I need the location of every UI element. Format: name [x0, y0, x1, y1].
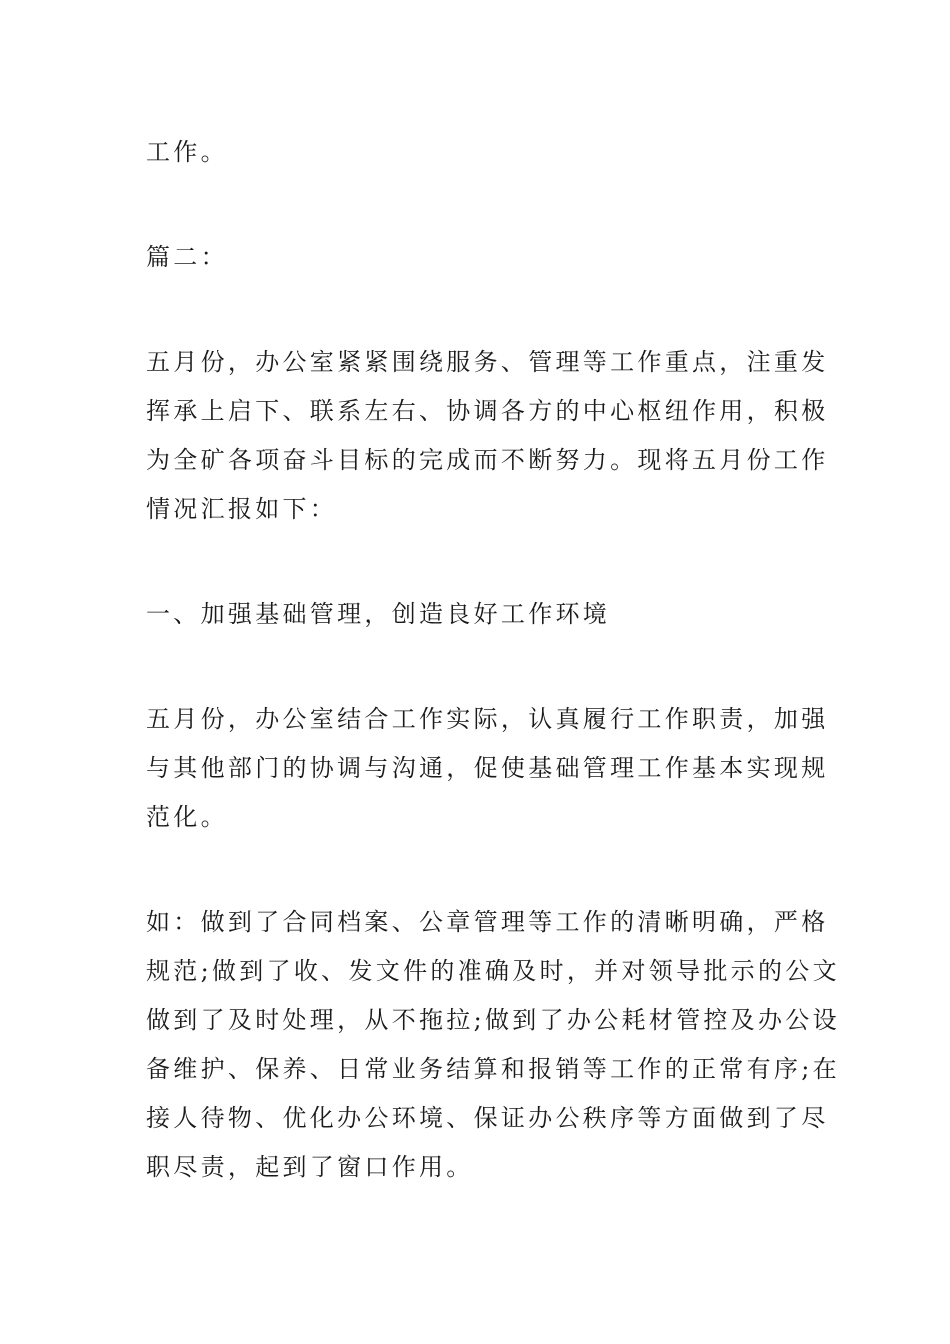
text-line: 与其他部门的协调与沟通，促使基础管理工作基本实现规 — [146, 754, 829, 782]
text-line: 职尽责，起到了窗口作用。 — [146, 1153, 474, 1181]
text-line: 挥承上启下、联系左右、协调各方的中心枢纽作用，积极 — [146, 397, 829, 425]
section-heading-one — [146, 590, 808, 639]
text-line: 为全矿各项奋斗目标的完成而不断努力。现将五月份工作 — [146, 446, 829, 474]
text-line: 篇二： — [146, 243, 228, 271]
text-line: 备维护、保养、日常业务结算和报销等工作的正常有序;在 — [146, 1055, 840, 1083]
text-line: 做到了及时处理，从不拖拉;做到了办公耗材管控及办公设 — [146, 1006, 840, 1034]
document-body — [146, 128, 840, 1192]
text-line: 五月份，办公室紧紧围绕服务、管理等工作重点，注重发 — [146, 348, 829, 376]
paragraph-examples — [146, 898, 840, 1192]
paragraph-intro — [146, 338, 829, 534]
text-line: 规范;做到了收、发文件的准确及时，并对领导批示的公文 — [146, 957, 840, 985]
text-line: 五月份，办公室结合工作实际，认真履行工作职责，加强 — [146, 705, 829, 733]
text-line: 工作。 — [146, 138, 228, 166]
paragraph-closing — [146, 128, 808, 177]
paragraph-management — [146, 695, 829, 842]
text-line: 情况汇报如下： — [146, 495, 338, 523]
text-line: 范化。 — [146, 803, 228, 831]
section-heading-part-two — [146, 233, 808, 282]
text-line: 接人待物、优化办公环境、保证办公秩序等方面做到了尽 — [146, 1104, 829, 1132]
text-line: 一、加强基础管理，创造良好工作环境 — [146, 600, 611, 628]
text-line: 如：做到了合同档案、公章管理等工作的清晰明确，严格 — [146, 908, 829, 936]
